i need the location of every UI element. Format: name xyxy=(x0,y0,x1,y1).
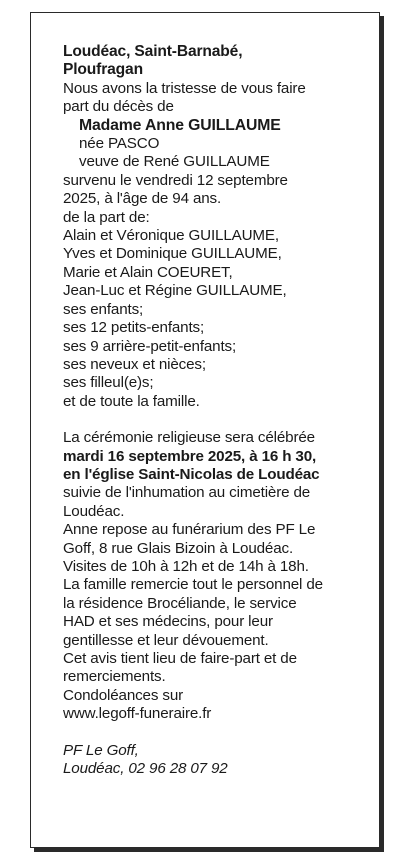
family-line: ses filleul(e)s; xyxy=(63,374,154,392)
obituary-notice xyxy=(30,12,380,848)
family-line: de la part de: xyxy=(63,208,150,226)
family-line: Marie et Alain COEURET, xyxy=(63,263,233,281)
signature-block xyxy=(63,742,367,779)
family-line: et de toute la famille. xyxy=(63,392,200,410)
ceremony-line: suivie de l'inhumation au cimetière de xyxy=(63,484,311,502)
spacer xyxy=(63,411,367,429)
ceremony-line: Condoléances sur xyxy=(63,686,184,704)
ceremony-line: la résidence Brocéliande, le service xyxy=(63,594,297,612)
family-line: ses 9 arrière-petit-enfants; xyxy=(63,337,237,355)
family-line: Jean-Luc et Régine GUILLAUME, xyxy=(63,282,287,300)
intro-line: part du décès de xyxy=(63,98,174,116)
funeral-website-link[interactable]: www.legoff-funeraire.fr xyxy=(63,705,212,723)
family-line: survenu le vendredi 12 septembre xyxy=(63,171,288,189)
ceremony-block xyxy=(63,429,367,724)
family-line: ses neveux et nièces; xyxy=(63,355,206,373)
ceremony-line: remerciements. xyxy=(63,668,166,686)
ceremony-line: Cet avis tient lieu de faire-part et de xyxy=(63,650,297,667)
family-line: ses enfants; xyxy=(63,300,144,318)
deceased-widow-of: veuve de René GUILLAUME xyxy=(79,153,270,171)
intro-line: Nous avons la tristesse de vous faire xyxy=(63,79,306,97)
ceremony-line: La cérémonie religieuse sera célébrée xyxy=(63,429,315,447)
ceremony-line: gentillesse et leur dévouement. xyxy=(63,631,269,649)
ceremony-line: La famille remercie tout le personnel de xyxy=(63,576,323,594)
signature-company: PF Le Goff, xyxy=(63,741,139,759)
ceremony-line: Loudéac. xyxy=(63,502,125,520)
ceremony-location: en l'église Saint-Nicolas de Loudéac xyxy=(63,465,320,483)
deceased-maiden-name: née PASCO xyxy=(79,135,160,153)
signature-contact: Loudéac, 02 96 28 07 92 xyxy=(63,760,228,778)
family-line: 2025, à l'âge de 94 ans. xyxy=(63,190,222,208)
family-line: Alain et Véronique GUILLAUME, xyxy=(63,227,279,245)
ceremony-line: Visites de 10h à 12h et de 14h à 18h. xyxy=(63,557,309,575)
ceremony-line: Goff, 8 rue Glais Bizoin à Loudéac. xyxy=(63,539,294,557)
spacer xyxy=(63,724,367,742)
family-line: ses 12 petits-enfants; xyxy=(63,319,205,337)
intro-text xyxy=(63,80,367,117)
family-list xyxy=(63,172,367,411)
place-line: Loudéac, Saint-Barnabé, xyxy=(63,43,243,60)
deceased-name: Madame Anne GUILLAUME xyxy=(79,116,281,134)
notice-content xyxy=(63,43,367,778)
ceremony-date: mardi 16 septembre 2025, à 16 h 30, xyxy=(63,447,317,465)
place-heading xyxy=(63,43,367,80)
deceased-block xyxy=(63,117,367,172)
ceremony-line: Anne repose au funérarium des PF Le xyxy=(63,521,316,539)
family-line: Yves et Dominique GUILLAUME, xyxy=(63,245,282,263)
ceremony-line: HAD et ses médecins, pour leur xyxy=(63,613,273,631)
place-line: Ploufragan xyxy=(63,61,143,79)
